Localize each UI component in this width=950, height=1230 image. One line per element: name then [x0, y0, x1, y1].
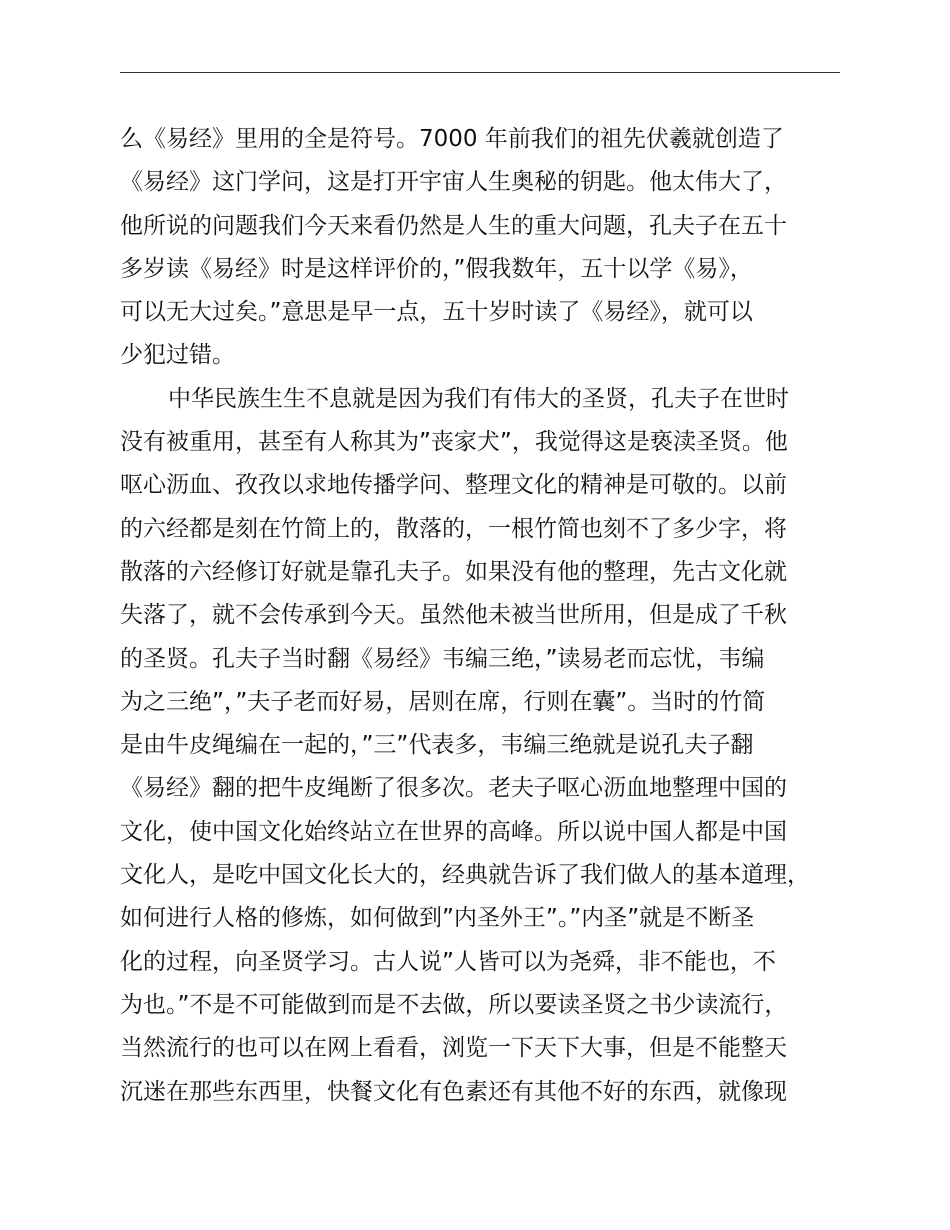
text-line: 呕心沥血、孜孜以求地传播学问、整理文化的精神是可敬的。以前	[120, 472, 787, 499]
text-line: 散落的六经修订好就是靠孔夫子。如果没有他的整理，先古文化就	[120, 558, 787, 585]
text-line: 为也。”不是不可能做到而是不去做，所以要读圣贤之书少读流行，	[120, 991, 788, 1018]
text-line: 《易经》这门学问，这是打开宇宙人生奥秘的钥匙。他太伟大了，	[120, 169, 787, 196]
body-text	[120, 118, 880, 1114]
text-line: 失落了，就不会传承到今天。虽然他未被当世所用，但是成了千秋	[120, 602, 787, 629]
text-line: 么《易经》里用的全是符号。7000 年前我们的祖先伏羲就创造了	[120, 126, 784, 152]
text-line: 文化人，是吃中国文化长大的，经典就告诉了我们做人的基本道理，	[120, 862, 810, 889]
text-line: 当然流行的也可以在网上看看，浏览一下天下大事，但是不能整天	[120, 1035, 787, 1062]
text-line: 《易经》翻的把牛皮绳断了很多次。老夫子呕心沥血地整理中国的	[120, 775, 787, 802]
text-line: 化的过程，向圣贤学习。古人说”人皆可以为尧舜，非不能也，不	[120, 948, 776, 975]
text-line: 多岁读《易经》时是这样评价的，”假我数年，五十以学《易》，	[120, 255, 753, 282]
text-line: 少犯过错。	[120, 342, 235, 369]
text-line: 文化，使中国文化始终站立在世界的高峰。所以说中国人都是中国	[120, 818, 787, 845]
text-line: 是由牛皮绳编在一起的，”三”代表多，韦编三绝就是说孔夫子翻	[120, 732, 754, 759]
text-line: 他所说的问题我们今天来看仍然是人生的重大问题，孔夫子在五十	[120, 212, 787, 239]
text-line: 为之三绝”，”夫子老而好易，居则在席，行则在囊”。当时的竹简	[120, 688, 766, 715]
text-line: 如何进行人格的修炼，如何做到”内圣外王”。”内圣”就是不断圣	[120, 905, 755, 932]
text-line: 的六经都是刻在竹简上的，散落的，一根竹简也刻不了多少字，将	[120, 515, 787, 542]
text-line: 的圣贤。孔夫子当时翻《易经》韦编三绝，”读易老而忘忧，韦编	[120, 645, 765, 672]
text-line: 沉迷在那些东西里，快餐文化有色素还有其他不好的东西，就像现	[120, 1078, 787, 1105]
header-rule	[120, 72, 840, 73]
text-line: 可以无大过矣。”意思是早一点，五十岁时读了《易经》，就可以	[120, 299, 753, 326]
text-line: 没有被重用，甚至有人称其为”丧家犬”，我觉得这是亵渎圣贤。他	[120, 429, 788, 456]
paragraph-start-line: 中华民族生生不息就是因为我们有伟大的圣贤，孔夫子在世时	[168, 385, 789, 412]
